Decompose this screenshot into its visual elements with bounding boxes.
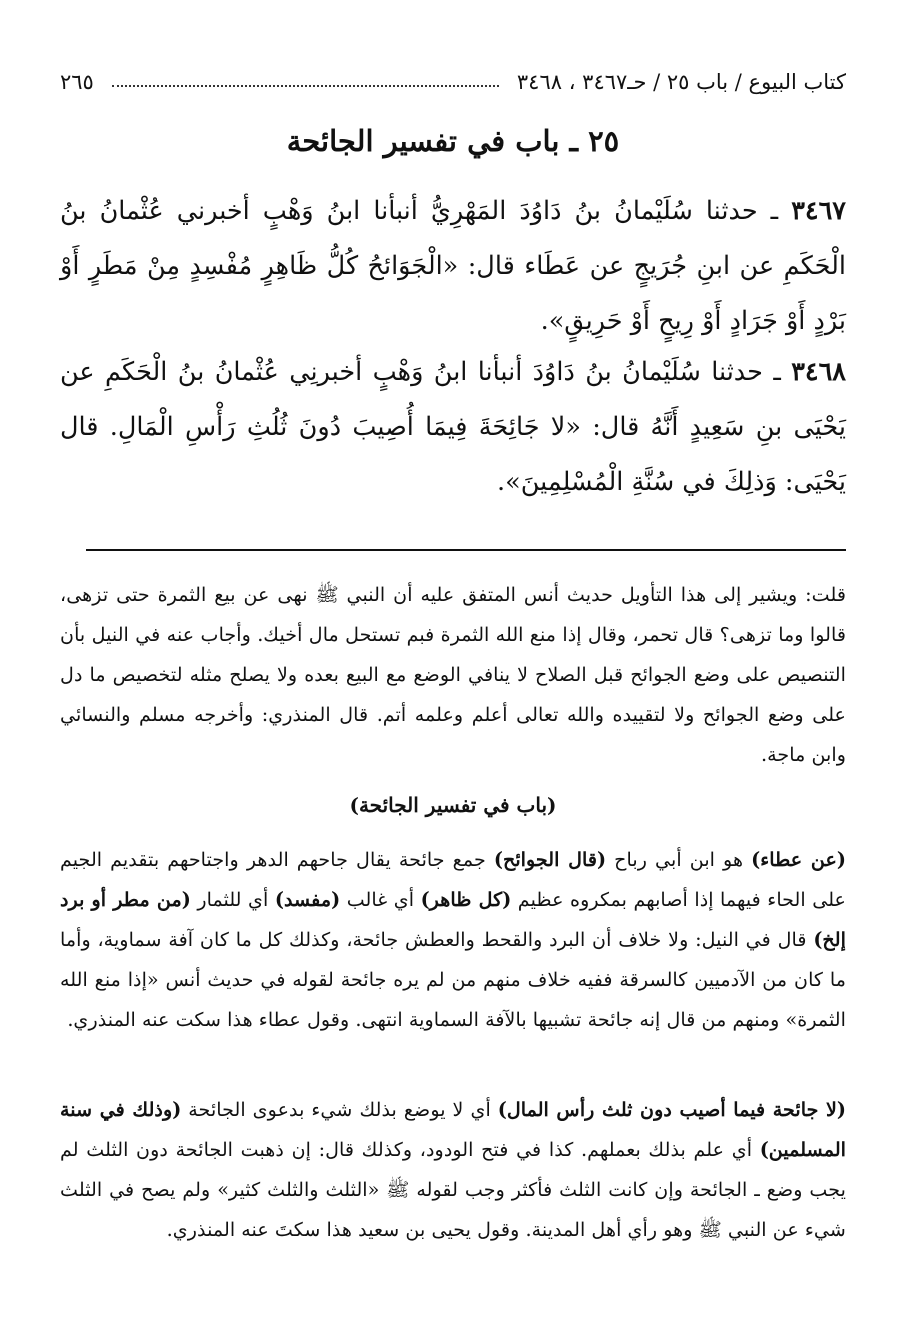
chapter-title: ٢٥ ـ باب في تفسير الجائحة (286, 124, 620, 158)
commentary-paragraph: قلت: ويشير إلى هذا التأويل حديث أنس المتفق عليه أن النبي ﷺ نهى عن بيع الثمرة حتى تزهى، قالوا وما تزهى؟ قال تحمر، وقال إذا منع الله الثمرة فبم تستحل مال أخيك. وأجاب عنه في النيل بأن التنصيص على وضع الجوائح قبل الصلاح لا ينافي الوضع مع البيع بعده ولا يصلح مثله لتخصيص ما دل على وضع الجوائح ولا لتقييده والله تعالى أعلم وعلمه أتم. قال المنذري: وأخرجه مسلم والنسائي وابن ماجة. (60, 583, 846, 766)
gloss: أي لا يوضع بذلك شيء بدعوى الجائحة (181, 1098, 498, 1121)
running-head (60, 62, 846, 102)
hadith-3468 (60, 345, 846, 510)
commentary-section-heading: (باب في تفسير الجائحة) (349, 793, 557, 817)
hadith-text: ـ حدثنا سُلَيْمانُ بنُ دَاوُدَ أنبأنا ابنُ وَهْبٍ أخبرنِي عُثْمانُ بنُ الْحَكَمِ عن يَحْيَى بنِ سَعِيدٍ أَنَّهُ قال: «لا جَائِحَةَ فِيمَا أُصِيبَ دُونَ ثُلُثِ رَأْسِ الْمَالِ. قال يَحْيَى: وَذلِكَ في سُنَّةِ الْمُسْلِمِينَ». (60, 357, 846, 497)
footnote-divider (86, 549, 846, 551)
lemma: (كل ظاهر) (420, 888, 512, 911)
dotted-leader (112, 85, 499, 87)
page-number: ٢٦٥ (60, 70, 94, 94)
gloss: قال في النيل: ولا خلاف أن البرد والقحط والعطش جائحة، وكذلك كل ما كان آفة سماوية، وأما ما كان من الآدميين كالسرقة ففيه خلاف منهم من لم يره جائحة لقوله في حديث أنس «إذا منع الله الثمرة» ومنهم من قال إنه جائحة تشبيها بالآفة السماوية انتهى. وقول عطاء هذا سكت عنه المنذري. (60, 928, 846, 1031)
book-page (60, 0, 846, 1343)
gloss: هو ابن أبي رباح (606, 848, 752, 871)
gloss: أي علم بذلك بعملهم. كذا في فتح الودود، وكذلك قال: إن ذهبت الجائحة دون الثلث لم يجب وضع ـ الجائحة وإن كانت الثلث فأكثر وجب لقوله ﷺ «الثلث والثلث كثير» ولم يصح في الثلث شيء عن النبي ﷺ وهو رأي أهل المدينة. وقول يحيى بن سعيد هذا سكتَ عنه المنذري. (60, 1138, 846, 1241)
gloss: أي للثمار (190, 888, 275, 911)
gloss: أي غالب (340, 888, 421, 911)
hadith-number: ٣٤٦٨ (791, 357, 846, 387)
commentary-paragraph (60, 1090, 846, 1250)
lemma: (لا جائحة فيما أصيب دون ثلث رأس المال) (497, 1098, 846, 1121)
running-head-title: كتاب البيوع / باب ٢٥ / حـ٣٤٦٧ ، ٣٤٦٨ (516, 70, 846, 94)
lemma: (عن عطاء) (751, 848, 847, 871)
lemma: (وذلك في سنة المسلمين) (60, 1098, 846, 1161)
hadith-number: ٣٤٦٧ (791, 196, 846, 226)
lemma: (قال الجوائح) (493, 848, 607, 871)
commentary-paragraph (60, 840, 846, 1040)
hadith-text: ـ حدثنا سُلَيْمانُ بنُ دَاوُدَ المَهْرِيُّ أنبأنا ابنُ وَهْبٍ أخبرني عُثْمانُ بنُ الْحَكَمِ عن ابنِ جُرَيجٍ عن عَطَاء قال: «الْجَوَائحُ كُلُّ ظَاهِرٍ مُفْسِدٍ مِنْ مَطَرٍ أَوْ بَرْدٍ أَوْ جَرَادٍ أَوْ رِيحٍ أَوْ حَرِيقٍ». (60, 196, 846, 336)
lemma: (مفسد) (274, 888, 341, 911)
hadith-3467 (60, 184, 846, 349)
gloss: جمع جائحة يقال جاحهم الدهر واجتاحهم بتقديم الجيم على الحاء فيهما إذا أصابهم بمكروه عظيم (60, 848, 847, 911)
lemma: (من مطر أو برد إلخ) (60, 888, 846, 951)
